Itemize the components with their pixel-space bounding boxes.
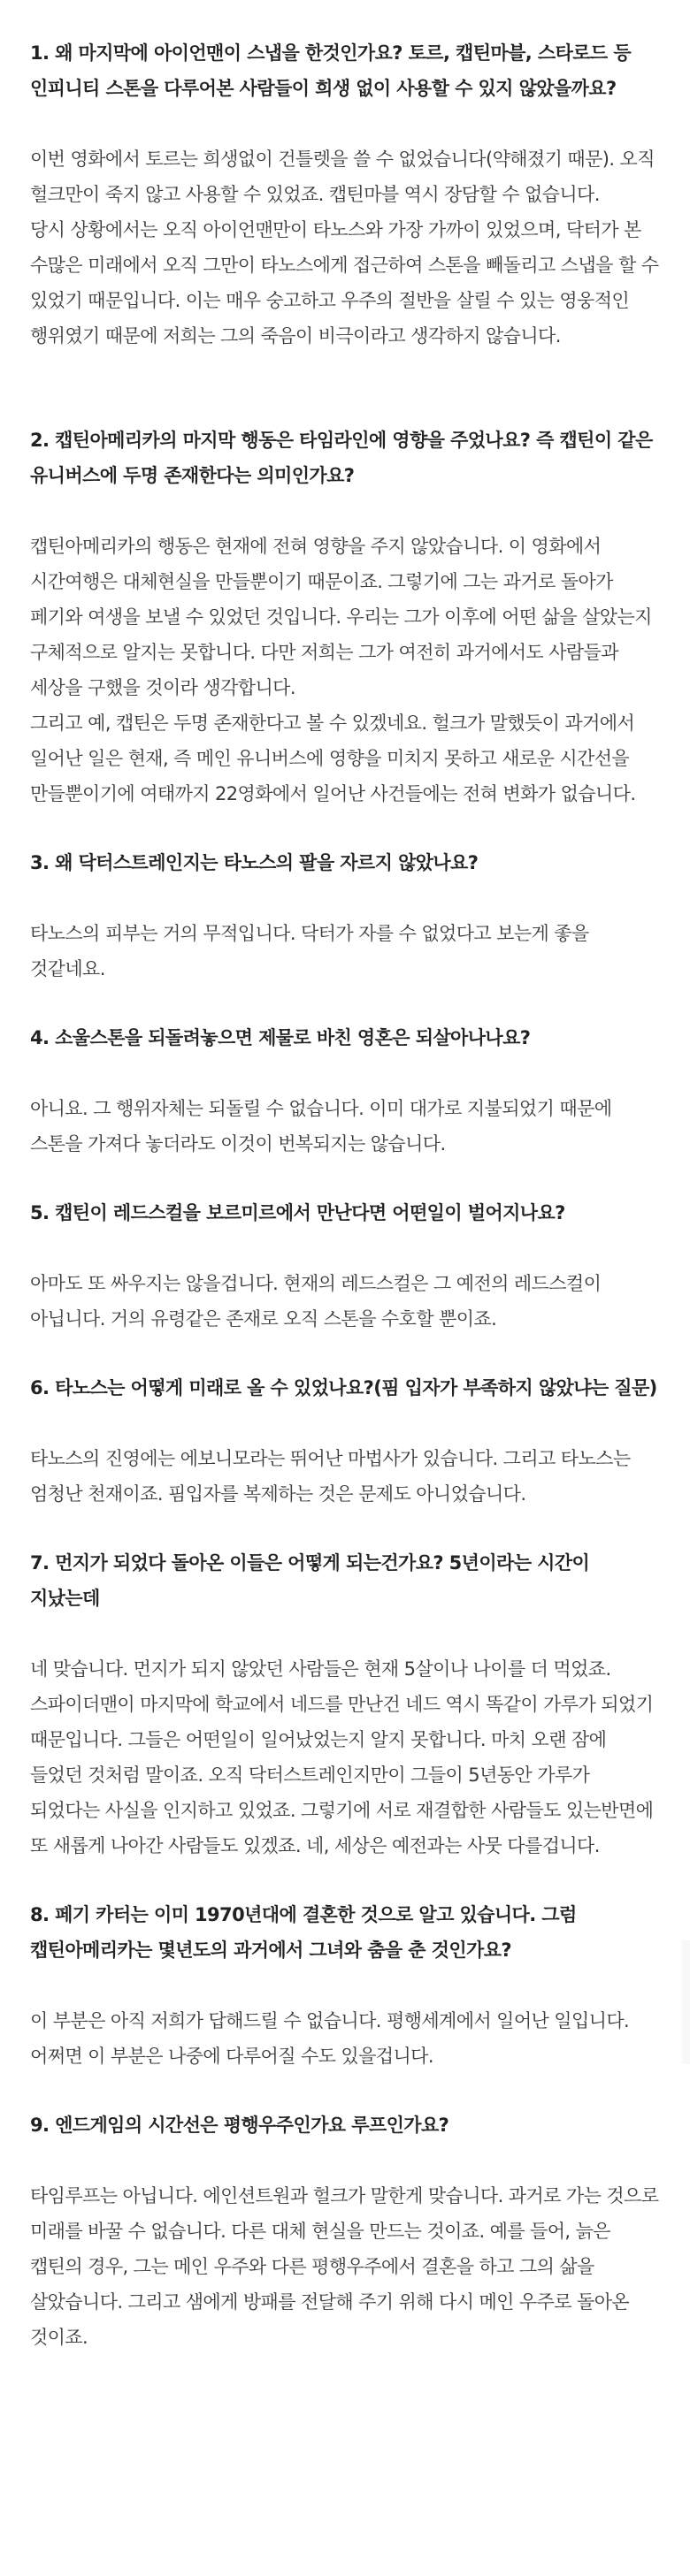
answer-1-paragraph-1: 이번 영화에서 토르는 희생없이 건틀렛을 쓸 수 없었습니다(약해졌기 때문). 오직 헐크만이 죽지 않고 사용할 수 있었죠. 캡틴마블 역시 장담할 수 없습니다. <box>30 149 655 205</box>
faq-item-5 <box>30 1195 663 1337</box>
question-2: 2. 캡틴아메리카의 마지막 행동은 타임라인에 영향을 주었나요? 즉 캡틴이 같은 유니버스에 두명 존재한다는 의미인가요? <box>30 430 653 486</box>
answer-8 <box>30 2003 663 2074</box>
question-3: 3. 왜 닥터스트레인지는 타노스의 팔을 자르지 않았나요? <box>30 852 479 873</box>
question-4: 4. 소울스톤을 되돌려놓으면 제물로 바친 영혼은 되살아나나요? <box>30 1027 531 1048</box>
answer-5-paragraph-1: 아마도 또 싸우지는 않을겁니다. 현재의 레드스컬은 그 예전의 레드스컬이 아닙니다. 거의 유령같은 존재로 오직 스톤을 수호할 뿐이죠. <box>30 1273 602 1330</box>
faq-item-6 <box>30 1370 663 1512</box>
question-7: 7. 먼지가 되었다 돌아온 이들은 어떻게 되는건가요? 5년이라는 시간이 지났는데 <box>30 1552 590 1609</box>
faq-item-1 <box>30 35 663 354</box>
answer-9-paragraph-1: 타임루프는 아닙니다. 에인션트원과 헐크가 말한게 맞습니다. 과거로 가는 것으로 미래를 바꿀 수 없습니다. 다른 대체 현실을 만드는 것이죠. 예를 들어, 늙은 캡틴의 경우, 그는 메인 우주와 다른 평행우주에서 결혼을 하고 그의 삶을 살았습니다. 그리고 샘에게 방패를 전달해 주기 위해 다시 메인 우주로 돌아온 것이죠. <box>30 2185 659 2348</box>
question-8: 8. 페기 카터는 이미 1970년대에 결혼한 것으로 알고 있습니다. 그럼 캡틴아메리카는 몇년도의 과거에서 그녀와 춤을 춘 것인가요? <box>30 1904 577 1961</box>
answer-2 <box>30 529 663 812</box>
answer-1 <box>30 141 663 354</box>
question-9: 9. 엔드게임의 시간선은 평행우주인가요 루프인가요? <box>30 2115 449 2136</box>
question-1: 1. 왜 마지막에 아이언맨이 스냅을 한것인가요? 토르, 캡틴마블, 스타로드 등 인피니티 스톤을 다루어본 사람들이 희생 없이 사용할 수 있지 않았을까요? <box>30 42 632 99</box>
question-6: 6. 타노스는 어떻게 미래로 올 수 있었나요?(핌 입자가 부족하지 않았냐는 질문) <box>30 1377 657 1399</box>
answer-6 <box>30 1441 663 1512</box>
faq-item-2 <box>30 423 663 812</box>
answer-2-paragraph-2: 그리고 예, 캡틴은 두명 존재한다고 볼 수 있겠네요. 헐크가 말했듯이 과거에서 일어난 일은 현재, 즉 메인 유니버스에 영향을 미치지 못하고 새로운 시간선을 만들뿐이기에 여태까지 22영화에서 일어난 사건들에는 전혀 변화가 없습니다. <box>30 713 636 804</box>
answer-3-paragraph-1: 타노스의 피부는 거의 무적입니다. 닥터가 자를 수 없었다고 보는게 좋을 것같네요. <box>30 923 589 979</box>
answer-1-paragraph-2: 당시 상황에서는 오직 아이언맨만이 타노스와 가장 가까이 있었으며, 닥터가 본 수많은 미래에서 오직 그만이 타노스에게 접근하여 스톤을 빼돌리고 스냅을 할 수 있었기 때문입니다. 이는 매우 숭고하고 우주의 절반을 살릴 수 있는 영웅적인 행위였기 때문에 저희는 그의 죽음이 비극이라고 생각하지 않습니다. <box>30 219 659 347</box>
faq-item-8 <box>30 1897 663 2074</box>
answer-9 <box>30 2178 663 2355</box>
side-panel-edge <box>682 1940 690 2064</box>
faq-item-7 <box>30 1545 663 1863</box>
question-5: 5. 캡틴이 레드스컬을 보르미르에서 만난다면 어떤일이 벌어지나요? <box>30 1202 565 1223</box>
answer-5 <box>30 1266 663 1337</box>
faq-article <box>30 35 663 2355</box>
answer-6-paragraph-1: 타노스의 진영에는 에보니모라는 뛰어난 마법사가 있습니다. 그리고 타노스는 엄청난 천재이죠. 핌입자를 복제하는 것은 문제도 아니었습니다. <box>30 1448 631 1505</box>
answer-4-paragraph-1: 아니요. 그 행위자체는 되돌릴 수 없습니다. 이미 대가로 지불되었기 때문에 스톤을 가져다 놓더라도 이것이 번복되지는 않습니다. <box>30 1098 612 1155</box>
faq-item-9 <box>30 2107 663 2355</box>
answer-4 <box>30 1091 663 1162</box>
answer-3 <box>30 916 663 987</box>
answer-7 <box>30 1651 663 1863</box>
answer-7-paragraph-1: 네 맞습니다. 먼지가 되지 않았던 사람들은 현재 5살이나 나이를 더 먹었죠. 스파이더맨이 마지막에 학교에서 네드를 만난건 네드 역시 똑같이 가루가 되었기 때문입니다. 그들은 어떤일이 일어났었는지 알지 못합니다. 마치 오랜 잠에 들었던 것처럼 말이죠. 오직 닥터스트레인지만이 그들이 5년동안 가루가 되었다는 사실을 인지하고 있었죠. 그렇기에 서로 재결합한 사람들도 있는반면에 또 새롭게 나아간 사람들도 있겠죠. 네, 세상은 예전과는 사뭇 다를겁니다. <box>30 1658 654 1856</box>
answer-2-paragraph-1: 캡틴아메리카의 행동은 현재에 전혀 영향을 주지 않았습니다. 이 영화에서 시간여행은 대체현실을 만들뿐이기 때문이죠. 그렇기에 그는 과거로 돌아가 페기와 여생을 보낼 수 있었던 것입니다. 우리는 그가 이후에 어떤 삶을 살았는지 구체적으로 알지는 못합니다. 다만 저희는 그가 여전히 과거에서도 사람들과 세상을 구했을 것이라 생각합니다. <box>30 536 652 698</box>
answer-8-paragraph-1: 이 부분은 아직 저희가 답해드릴 수 없습니다. 평행세계에서 일어난 일입니다. 어쩌면 이 부분은 나중에 다루어질 수도 있을겁니다. <box>30 2010 630 2067</box>
faq-item-3 <box>30 845 663 987</box>
faq-item-4 <box>30 1020 663 1162</box>
